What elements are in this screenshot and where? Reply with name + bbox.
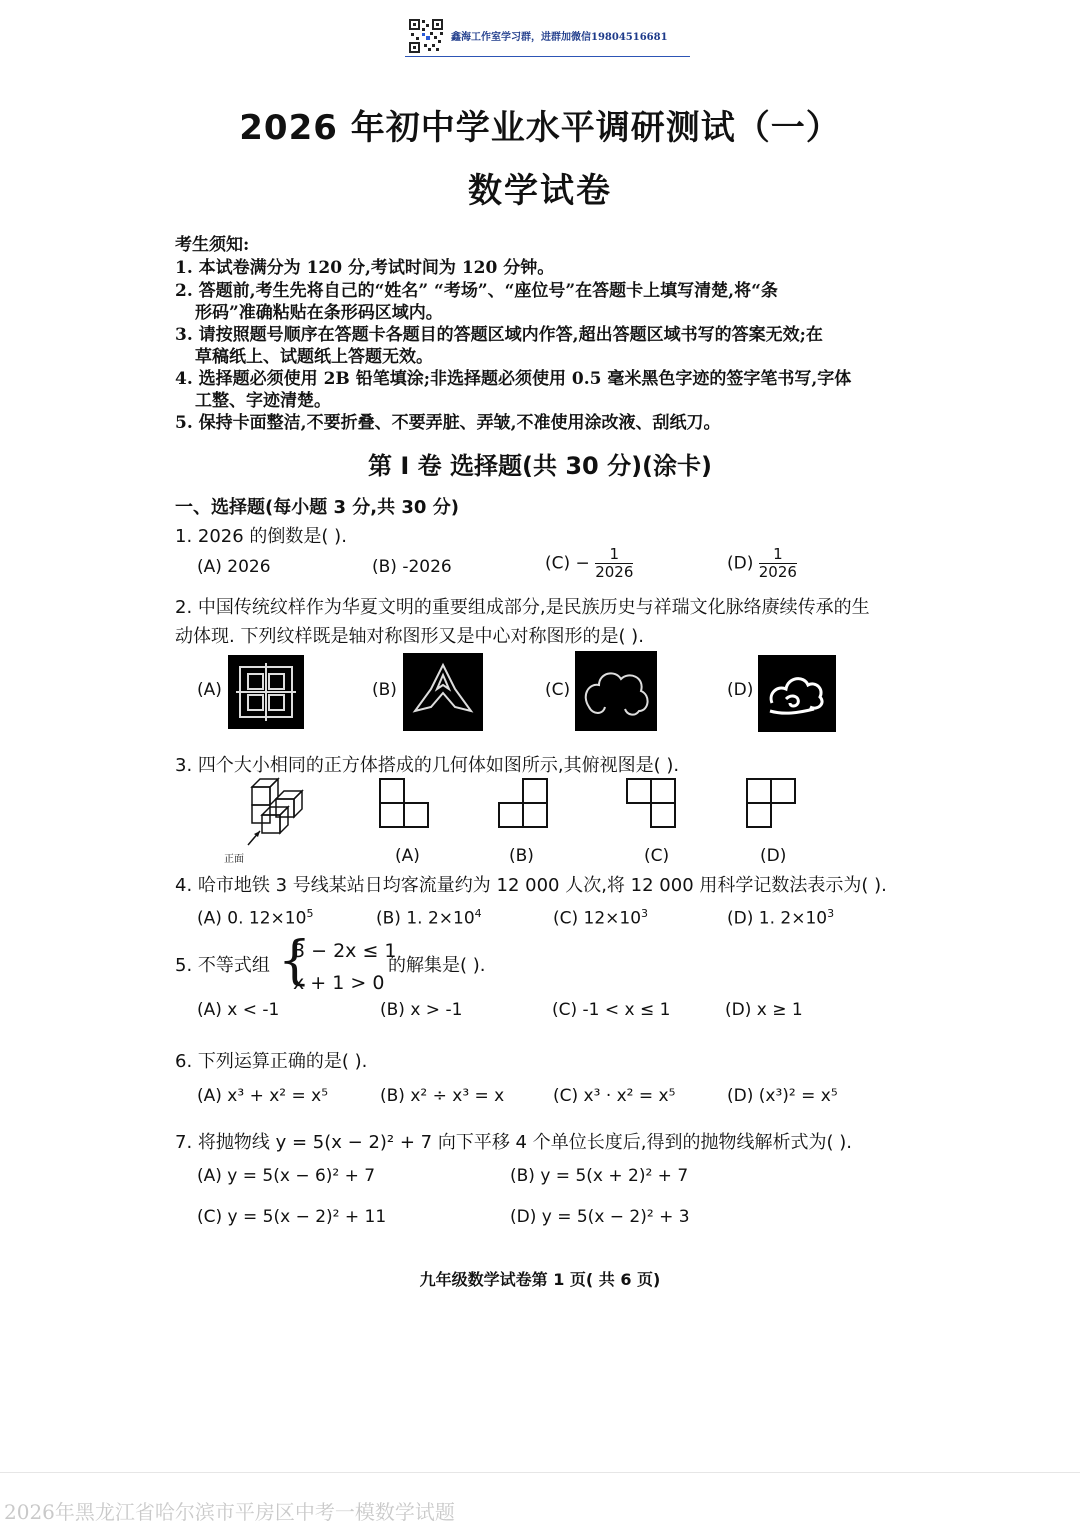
q7-option-d: (D) y = 5(x − 2)² + 3 bbox=[510, 1207, 690, 1227]
q1-option-b: (B) -2026 bbox=[372, 557, 452, 577]
fraction-numerator: 1 bbox=[759, 546, 797, 564]
q6-option-a: (A) x³ + x² = x⁵ bbox=[197, 1086, 329, 1106]
q6-stem: 6. 下列运算正确的是( ). bbox=[175, 1051, 368, 1072]
q6-option-c: (C) x³ · x² = x⁵ bbox=[553, 1086, 676, 1106]
q7-option-a: (A) y = 5(x − 6)² + 7 bbox=[197, 1166, 376, 1186]
q4-option-b-base: (B) 1. 2×10 bbox=[376, 908, 475, 929]
cloud-outline-icon bbox=[575, 651, 657, 731]
q3-option-c-view bbox=[625, 777, 679, 829]
section-title: 第 I 卷 选择题(共 30 分)(涂卡) bbox=[368, 452, 712, 480]
notice-item: 1. 本试卷满分为 120 分,考试时间为 120 分钟。 bbox=[175, 258, 555, 278]
lattice-pattern-icon bbox=[228, 655, 304, 729]
q4-option-d-base: (D) 1. 2×10 bbox=[727, 908, 828, 929]
fraction-denominator: 2026 bbox=[758, 563, 797, 581]
q1-option-d-fraction bbox=[759, 546, 797, 581]
q4-option-c-exp: 3 bbox=[641, 907, 649, 920]
q6-option-b: (B) x² ÷ x³ = x bbox=[380, 1086, 505, 1106]
document-caption: 2026年黑龙江省哈尔滨市平房区中考一模数学试题 bbox=[4, 1500, 455, 1524]
q6-option-d: (D) (x³)² = x⁵ bbox=[727, 1086, 838, 1106]
q2-option-a-label: (A) bbox=[197, 680, 222, 700]
header-banner bbox=[405, 16, 690, 58]
q3-option-b-label: (B) bbox=[509, 846, 534, 866]
q1-option-c-label: (C) bbox=[545, 553, 571, 574]
q5-stem-suffix: 的解集是( ). bbox=[388, 955, 486, 976]
q3-option-c-label: (C) bbox=[644, 846, 670, 866]
trefoil-pattern-icon bbox=[403, 653, 483, 731]
q5-option-a: (A) x < -1 bbox=[197, 1000, 280, 1020]
page-footer: 九年级数学试卷第 1 页( 共 6 页) bbox=[419, 1270, 661, 1289]
bottom-divider bbox=[0, 1472, 1080, 1473]
q3-option-a-view bbox=[378, 777, 432, 829]
fraction-numerator: 1 bbox=[595, 546, 633, 564]
q2-pattern-a-image bbox=[228, 655, 304, 729]
notice-item: 2. 答题前,考生先将自己的“姓名” “考场”、“座位号”在答题卡上填写清楚,将“条 bbox=[175, 281, 778, 301]
section-subtitle: 一、选择题(每小题 3 分,共 30 分) bbox=[175, 497, 459, 518]
q4-option-d bbox=[727, 907, 834, 929]
auspicious-cloud-icon bbox=[758, 655, 836, 732]
q3-option-d-label: (D) bbox=[760, 846, 787, 866]
q2-option-b-label: (B) bbox=[372, 680, 397, 700]
q1-option-d bbox=[727, 546, 797, 581]
q3-option-d-view bbox=[745, 777, 799, 829]
qr-code-icon bbox=[408, 18, 444, 54]
q2-pattern-d-image bbox=[758, 655, 836, 732]
notice-item: 3. 请按照题号顺序在答题卡各题目的答题区域内作答,超出答题区域书写的答案无效;在 bbox=[175, 325, 823, 345]
q5-stem-prefix: 5. 不等式组 bbox=[175, 955, 270, 976]
q5-brace: { bbox=[278, 931, 312, 991]
q4-option-a-base: (A) 0. 12×10 bbox=[197, 908, 307, 929]
notice-item: 5. 保持卡面整洁,不要折叠、不要弄脏、弄皱,不准使用涂改液、刮纸刀。 bbox=[175, 413, 721, 433]
notice-item: 4. 选择题必须使用 2B 铅笔填涂;非选择题必须使用 0.5 毫米黑色字迹的签字笔书写,字体 bbox=[175, 369, 852, 389]
q5-inequality-2: x + 1 > 0 bbox=[293, 972, 385, 994]
q4-option-a bbox=[197, 907, 313, 929]
q4-option-c bbox=[553, 907, 648, 929]
q5-option-b: (B) x > -1 bbox=[380, 1000, 463, 1020]
q1-option-c-sign: − bbox=[575, 553, 590, 574]
q5-option-d: (D) x ≥ 1 bbox=[725, 1000, 803, 1020]
q4-option-b-exp: 4 bbox=[474, 907, 482, 920]
q4-stem: 4. 哈市地铁 3 号线某站日均客流量约为 12 000 人次,将 12 000 用科学记数法表示为( ). bbox=[175, 875, 887, 896]
notice-item: 形码”准确粘贴在条形码区域内。 bbox=[195, 303, 443, 323]
q2-stem-line2: 动体现. 下列纹样既是轴对称图形又是中心对称图形的是( ). bbox=[175, 626, 644, 647]
header-divider bbox=[405, 56, 690, 57]
q4-option-a-exp: 5 bbox=[306, 907, 314, 920]
exam-title: 2026 年初中学业水平调研测试（一） bbox=[239, 108, 841, 148]
header-banner-text: 鑫海工作室学习群，进群加微信19804516681 bbox=[451, 32, 668, 43]
notice-item: 草稿纸上、试题纸上答题无效。 bbox=[195, 347, 433, 367]
q4-option-b bbox=[376, 907, 482, 929]
q2-pattern-b-image bbox=[403, 653, 483, 731]
q3-option-a-label: (A) bbox=[395, 846, 420, 866]
q4-option-d-exp: 3 bbox=[827, 907, 835, 920]
q2-stem-line1: 2. 中国传统纹样作为华夏文明的重要组成部分,是民族历史与祥瑞文化脉络赓续传承的生 bbox=[175, 597, 870, 618]
q5-inequality-1: 3 − 2x ≤ 1 bbox=[293, 940, 397, 962]
q1-option-c-fraction bbox=[595, 546, 633, 581]
q5-option-c: (C) -1 < x ≤ 1 bbox=[552, 1000, 671, 1020]
q7-option-b: (B) y = 5(x + 2)² + 7 bbox=[510, 1166, 689, 1186]
fraction-denominator: 2026 bbox=[595, 563, 634, 581]
notice-item: 工整、字迹清楚。 bbox=[195, 391, 331, 411]
exam-subtitle: 数学试卷 bbox=[468, 171, 612, 211]
q3-front-label: 正面 bbox=[224, 854, 244, 865]
q1-option-c bbox=[545, 546, 633, 581]
q1-option-a: (A) 2026 bbox=[197, 557, 271, 577]
q3-option-b-view bbox=[497, 777, 551, 829]
q7-stem: 7. 将抛物线 y = 5(x − 2)² + 7 向下平移 4 个单位长度后,得到的抛物线解析式为( ). bbox=[175, 1132, 852, 1153]
q7-option-c: (C) y = 5(x − 2)² + 11 bbox=[197, 1207, 387, 1227]
q4-option-c-base: (C) 12×10 bbox=[553, 908, 642, 929]
q1-stem: 1. 2026 的倒数是( ). bbox=[175, 526, 347, 547]
notice-heading: 考生须知: bbox=[175, 235, 250, 255]
q1-option-d-label: (D) bbox=[727, 553, 754, 574]
q3-cube-solid-figure bbox=[240, 775, 315, 853]
q3-stem: 3. 四个大小相同的正方体搭成的几何体如图所示,其俯视图是( ). bbox=[175, 755, 680, 776]
q2-option-c-label: (C) bbox=[545, 680, 571, 700]
q2-option-d-label: (D) bbox=[727, 680, 754, 700]
q2-pattern-c-image bbox=[575, 651, 657, 731]
